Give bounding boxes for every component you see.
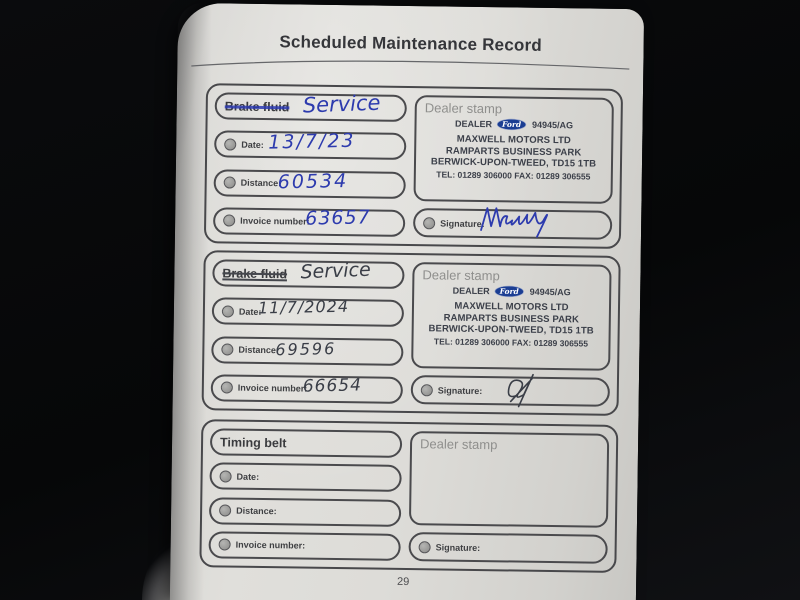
invoice-number-label: Invoice number: (235, 540, 306, 552)
date-field (214, 131, 406, 161)
handwritten-invoice-number: 66654 (302, 375, 363, 397)
signature-label: Signature: (435, 541, 481, 553)
handwritten-service-type: Service (302, 90, 381, 118)
date-label: Date: (236, 471, 260, 482)
service-record-entry (204, 83, 623, 249)
signature-field (408, 532, 607, 564)
invoice-number-field (213, 207, 405, 237)
page-title: Scheduled Maintenance Record (279, 32, 543, 55)
dealer-stamp-label: Dealer stamp (422, 267, 500, 284)
ford-logo-icon (495, 285, 525, 297)
signature-label: Signature: (440, 217, 485, 229)
signature-scribble (477, 198, 562, 241)
dealer-phone-line: TEL: 01289 306000 FAX: 01289 306555 (436, 168, 591, 182)
svg-text:Ford: Ford (502, 119, 522, 130)
stamp-signature-column (413, 95, 614, 240)
field-bullet-icon (224, 177, 236, 189)
invoice-number-field (208, 531, 400, 561)
signature-field (411, 375, 610, 407)
record-fields-column (208, 428, 402, 561)
distance-field (209, 497, 401, 527)
service-book-page (170, 3, 644, 600)
handwritten-service-type: Service (300, 258, 372, 284)
handwritten-date: 11/7/2024 (257, 296, 350, 318)
dealer-stamp-label: Dealer stamp (424, 100, 503, 117)
dealer-company-name: MAXWELL MOTORS LTD (454, 300, 569, 314)
dealer-address-line2: BERWICK-UPON-TWEED, TD15 1TB (430, 156, 597, 170)
handwritten-invoice-number: 63657 (304, 206, 371, 230)
handwritten-date: 13/7/23 (268, 130, 356, 154)
dealer-code: 94945/AG (529, 286, 571, 298)
service-type-field (210, 428, 402, 458)
dealer-address-line1: RAMPARTS BUSINESS PARK (445, 145, 582, 158)
dealer-stamp-box (409, 431, 609, 528)
date-field (209, 463, 401, 493)
stamp-signature-column (408, 431, 609, 564)
field-bullet-icon (419, 541, 431, 553)
field-bullet-icon (222, 305, 234, 317)
date-label: Date: (241, 139, 264, 150)
handwritten-distance: 60534 (277, 169, 349, 194)
service-type-field (215, 92, 407, 122)
ford-logo-icon (497, 118, 527, 130)
dealer-stamp-imprint (421, 284, 601, 349)
field-bullet-icon (219, 539, 231, 551)
service-record-entry (202, 250, 621, 416)
printed-service-type-label: Brake fluid (222, 265, 288, 281)
stamp-signature-column (411, 262, 612, 407)
field-bullet-icon (423, 217, 435, 229)
distance-field (211, 336, 403, 366)
date-field (212, 298, 404, 328)
field-bullet-icon (220, 470, 232, 482)
field-bullet-icon (221, 344, 233, 356)
field-bullet-icon (219, 505, 231, 517)
dealer-address-line1: RAMPARTS BUSINESS PARK (443, 312, 580, 325)
dealer-phone-line: TEL: 01289 306000 FAX: 01289 306555 (433, 335, 589, 349)
dealer-word: DEALER (454, 118, 493, 130)
dealer-company-name: MAXWELL MOTORS LTD (456, 133, 572, 147)
svg-text:Ford: Ford (500, 286, 520, 297)
signature-label: Signature: (437, 384, 483, 396)
record-fields-column (211, 259, 405, 404)
distance-label: Distance: (236, 505, 277, 517)
handwritten-distance: 69596 (275, 338, 337, 359)
dealer-word: DEALER (452, 285, 490, 297)
invoice-number-label: Invoice number: (237, 383, 308, 395)
invoice-number-field (211, 374, 403, 404)
field-bullet-icon (221, 382, 233, 394)
title-divider-line (189, 55, 631, 75)
dealer-stamp-box (411, 262, 611, 371)
invoice-number-label: Invoice number: (240, 216, 310, 228)
dealer-code: 94945/AG (531, 119, 574, 131)
dealer-stamp-imprint (424, 117, 604, 182)
dealer-stamp-label: Dealer stamp (419, 436, 498, 453)
distance-label: Distance: (238, 344, 279, 356)
dealer-stamp-box (413, 95, 613, 204)
service-record-entry (199, 419, 618, 573)
record-fields-column (213, 92, 407, 237)
dealer-code-line (424, 117, 603, 131)
page-number: 29 (396, 575, 410, 589)
service-type-field (212, 259, 404, 289)
printed-service-type-label: Brake fluid (224, 98, 290, 114)
signature-scribble (501, 369, 548, 412)
field-bullet-icon (224, 138, 236, 150)
distance-field (214, 169, 406, 199)
signature-field (413, 208, 612, 240)
dealer-code-line (422, 284, 601, 298)
field-bullet-icon (421, 384, 433, 396)
date-label: Date: (238, 306, 262, 317)
dealer-address-line2: BERWICK-UPON-TWEED, TD15 1TB (428, 323, 594, 337)
printed-service-type-label: Timing belt (219, 434, 287, 450)
distance-label: Distance: (240, 177, 282, 189)
field-bullet-icon (223, 215, 235, 227)
